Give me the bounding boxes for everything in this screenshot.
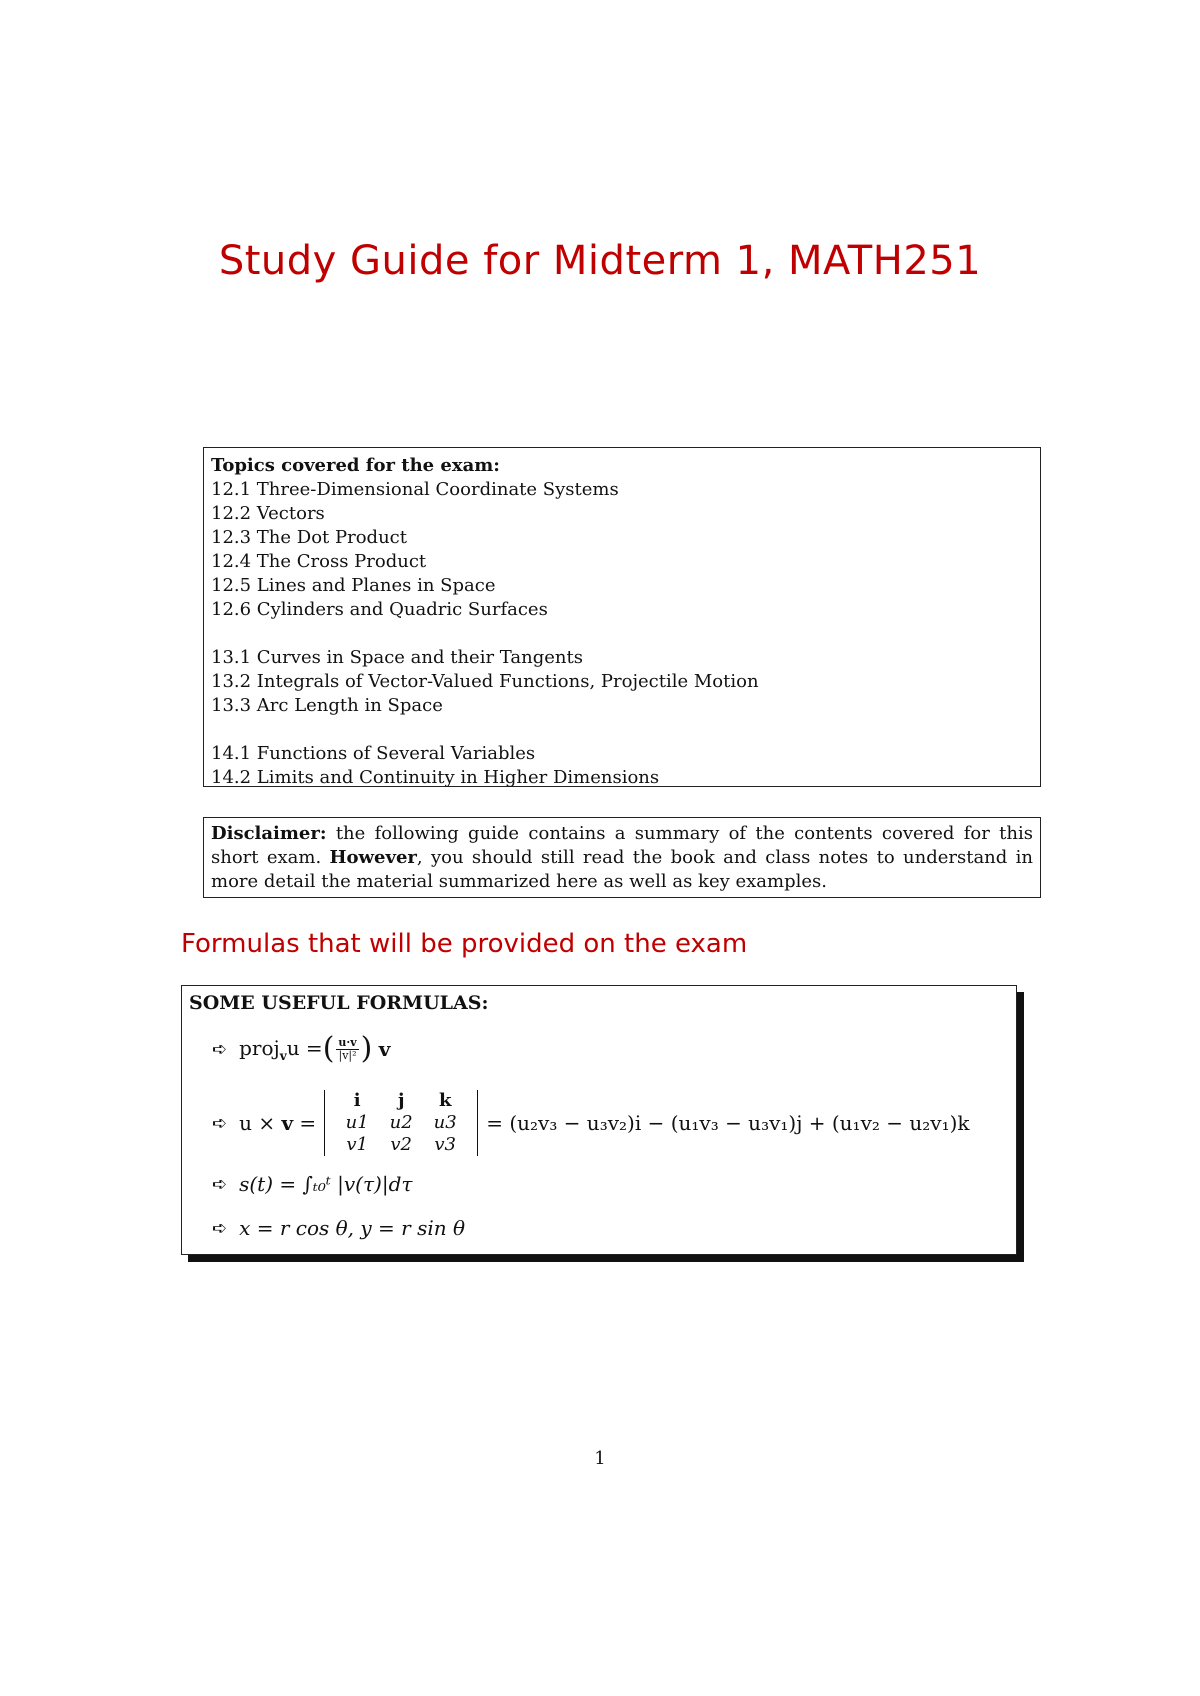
topic-item: 13.1 Curves in Space and their Tangents — [211, 647, 583, 668]
topics-heading: Topics covered for the exam: — [211, 455, 500, 476]
topic-item: 12.2 Vectors — [211, 503, 325, 524]
topic-item: 12.6 Cylinders and Quadric Surfaces — [211, 599, 548, 620]
cross-matrix: i j k u1 u2 u3 v1 v2 v3 — [324, 1090, 478, 1156]
proj-numerator: u·v — [338, 1035, 357, 1049]
formula-cross-product: ➪ u × v = i j k u1 u2 u3 v1 v2 v3 = (u₂v₃ − u₃v₂)i − (u₁v₃ − u₃v₁)j + (u₁v₂ − u₂v₁)k — [212, 1090, 970, 1155]
formula-arc-length: ➪ s(t) = ∫ₜ₀ᵗ |v(τ)|dτ — [212, 1172, 413, 1196]
topic-item: 12.3 The Dot Product — [211, 527, 407, 548]
arrow-bullet-icon: ➪ — [212, 1217, 228, 1239]
topic-item: 13.3 Arc Length in Space — [211, 695, 443, 716]
topic-item: 12.4 The Cross Product — [211, 551, 427, 572]
topic-group-14 — [211, 742, 1033, 790]
disclaimer-label: Disclaimer: — [211, 823, 327, 844]
formulas-box — [181, 985, 1017, 1255]
formula-polar: ➪ x = r cos θ, y = r sin θ — [212, 1216, 466, 1240]
page-title: Study Guide for Midterm 1, MATH251 — [218, 238, 982, 284]
section-title: Formulas that will be provided on the exam — [181, 929, 748, 959]
disclaimer-text-cont: , you should still read the book and class notes to understand in more detail the material summarized here as well as key examples. — [211, 847, 1033, 892]
topic-item: 14.2 Limits and Continuity in Higher Dimensions — [211, 767, 660, 788]
arrow-bullet-icon: ➪ — [212, 1038, 228, 1060]
disclaimer-box — [203, 817, 1041, 898]
topic-group-13 — [211, 646, 1033, 718]
topic-item: 12.5 Lines and Planes in Space — [211, 575, 496, 596]
disclaimer-text: the following guide contains a summary of the contents covered for this short exam. — [211, 823, 1033, 868]
formula-projection: ➪ proj$_v$u = ( $\frac{u\cdot v}{\text{|v|²}}$ ) v — [212, 1031, 391, 1066]
topic-item: 13.2 Integrals of Vector-Valued Functions, Projectile Motion — [211, 671, 759, 692]
disclaimer-emphasis: However — [329, 847, 417, 868]
arrow-bullet-icon: ➪ — [212, 1112, 228, 1134]
formulas-heading: SOME USEFUL FORMULAS: — [189, 992, 489, 1014]
topic-group-12 — [211, 478, 1033, 622]
topic-item: 14.1 Functions of Several Variables — [211, 743, 536, 764]
arrow-bullet-icon: ➪ — [212, 1173, 228, 1195]
page-number: 1 — [594, 1448, 606, 1469]
cross-rhs: = (u₂v₃ − u₃v₂)i − (u₁v₃ − u₃v₁)j + (u₁v₂ − u₂v₁)k — [486, 1111, 970, 1135]
topics-box — [203, 447, 1041, 787]
topic-item: 12.1 Three-Dimensional Coordinate Systems — [211, 479, 619, 500]
proj-denominator: |v|² — [338, 1048, 357, 1062]
